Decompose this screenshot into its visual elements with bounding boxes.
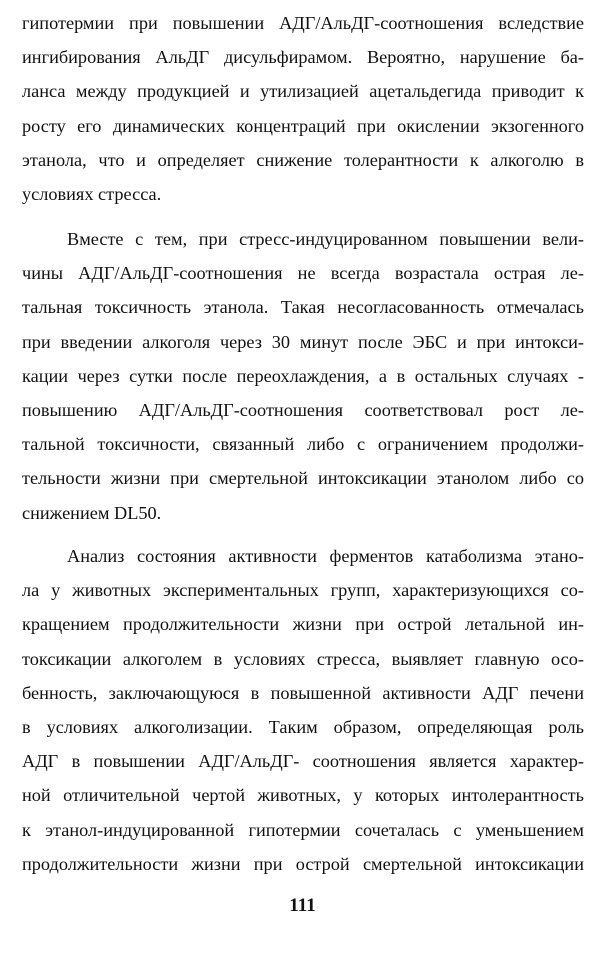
text-line: условиях стресса. <box>22 183 162 204</box>
text-line: ланса между продукцией и утилизацией ацетальдегида приводит к <box>22 81 584 102</box>
text-line: к этанол-индуцированной гипотермии сочеталась с уменьшением <box>22 819 584 840</box>
text-line: кации через сутки после переохлаждения, а в остальных случаях - <box>22 365 584 386</box>
text-line: при введении алкоголя через 30 минут после ЭБС и при интокси- <box>22 331 584 352</box>
paragraph-3 <box>22 539 584 881</box>
text-line: ингибирования АльДГ дисульфирамом. Вероятно, нарушение ба- <box>22 47 584 68</box>
paragraph-2 <box>22 222 584 530</box>
text-line: тальная токсичность этанола. Такая несогласованность отмечалась <box>22 297 584 318</box>
text-line: токсикации алкоголем в условиях стресса, выявляет главную осо- <box>22 648 584 669</box>
text-line: АДГ в повышении АДГ/АльДГ- соотношения является характер- <box>22 751 584 772</box>
text-line: продолжительности жизни при острой смертельной интоксикации <box>22 853 584 874</box>
paragraph-1 <box>22 6 584 211</box>
text-line: ной отличительной чертой животных, у которых интолерантность <box>22 785 584 806</box>
text-line: тальной токсичности, связанный либо с ограничением продолжи- <box>22 434 584 455</box>
text-line: снижением DL50. <box>22 502 162 523</box>
text-line: Анализ состояния активности ферментов катаболизма этано- <box>67 546 584 566</box>
text-line: повышению АДГ/АльДГ-соотношения соответствовал рост ле- <box>22 399 584 420</box>
text-line: бенность, заключающуюся в повышенной активности АДГ печени <box>22 682 584 703</box>
text-line: Вместе с тем, при стресс-индуцированном повышении вели- <box>67 229 584 249</box>
text-line: этанола, что и определяет снижение толерантности к алкоголю в <box>22 149 584 170</box>
text-line: тельности жизни при смертельной интоксикации этанолом либо со <box>22 468 584 489</box>
text-line: чины АДГ/АльДГ-соотношения не всегда возрастала острая ле- <box>22 263 584 284</box>
text-line: росту его динамических концентраций при окислении экзогенного <box>22 115 584 136</box>
text-line: в условиях алкоголизации. Таким образом, определяющая роль <box>22 716 584 737</box>
text-line: кращением продолжительности жизни при острой летальной ин- <box>22 614 584 635</box>
page-number: 111 <box>289 895 316 916</box>
text-line: ла у животных экспериментальных групп, характеризующихся со- <box>22 580 584 601</box>
text-line: гипотермии при повышении АДГ/АльДГ-соотношения вследствие <box>22 13 584 33</box>
